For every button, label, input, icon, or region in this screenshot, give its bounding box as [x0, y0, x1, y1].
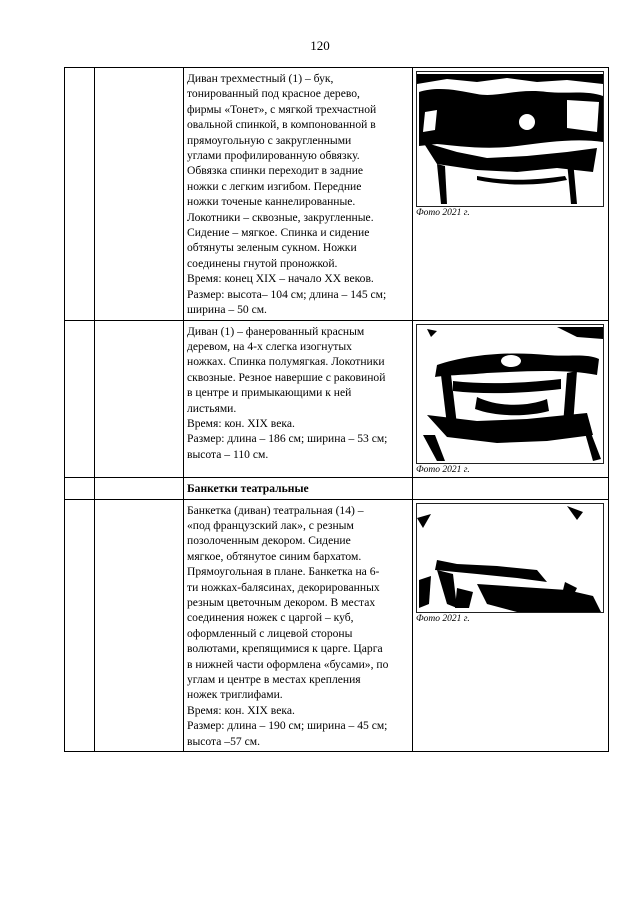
table-row	[65, 68, 609, 321]
photo-caption: Фото 2021 г.	[416, 464, 470, 475]
item-description: Диван (1) – фанерованный красным деревом, на 4-х слегка изогнутых ножках. Спинка полумягкая. Локотники сквозные. Резное навершие с раковиной в центре и примыкающими к ней листьями. Время: кон. XIX века. Размер: длина – 186 см; ширина – 53 см; высота – 110 см.	[187, 324, 388, 461]
sofa-photo	[416, 71, 604, 207]
section-title: Банкетки театральные	[187, 481, 309, 495]
bench-photo	[416, 503, 604, 613]
item-description: Диван трехместный (1) – бук, тонированный под красное дерево, фирмы «Тонет», с мягкой трехчастной овальной спинкой, в компонованной в прямоугольную с закругленными углами профилированную обвязку. Обвязка спинки переходит в задние ножки с легким изгибом. Передние ножки точеные каннелированные. Локотники – сквозные, закругленные. Сидение – мягкое. Спинка и сидение обтянуты зеленым сукном. Ножки соединены гнутой проножкой. Время: конец XIX – начало XX веков. Размер: высота– 104 см; длина – 145 см; ширина – 50 см.	[187, 72, 387, 317]
number-cell	[65, 477, 95, 499]
item-description: Банкетка (диван) театральная (14) – «под французский лак», с резным позолоченным декором. Сидение мягкое, обтянутое синим бархатом. Прямоугольная в плане. Банкетка на 6- ти ножках-балясинах, декорированных резным цветочным декором. В местах соединения ножек с царгой – куб, оформленный с лицевой стороны волютами, крепящимися к царге. Царга в нижней части оформлена «бусами», по углам и центре в местах крепления ножек триглифами. Время: кон. XIX века. Размер: длина – 190 см; ширина – 45 см; высота –57 см.	[187, 503, 389, 748]
page-number: 120	[310, 38, 330, 53]
number-cell	[65, 499, 95, 752]
photo-cell	[413, 499, 609, 752]
section-title-cell	[184, 477, 413, 499]
description-cell	[184, 320, 413, 477]
photo-caption: Фото 2021 г.	[416, 208, 470, 218]
inventory-cell	[95, 477, 184, 499]
number-cell	[65, 68, 95, 321]
table-row	[65, 320, 609, 477]
photo-cell	[413, 320, 609, 477]
description-cell	[184, 499, 413, 752]
inventory-cell	[95, 499, 184, 752]
table-row	[65, 499, 609, 752]
photo-cell	[413, 68, 609, 321]
catalog-table	[64, 67, 609, 752]
section-row	[65, 477, 609, 499]
photo-cell	[413, 477, 609, 499]
inventory-cell	[95, 68, 184, 321]
inventory-cell	[95, 320, 184, 477]
photo-caption: Фото 2021 г.	[416, 613, 470, 624]
number-cell	[65, 320, 95, 477]
description-cell	[184, 68, 413, 321]
sofa-photo	[416, 324, 604, 464]
